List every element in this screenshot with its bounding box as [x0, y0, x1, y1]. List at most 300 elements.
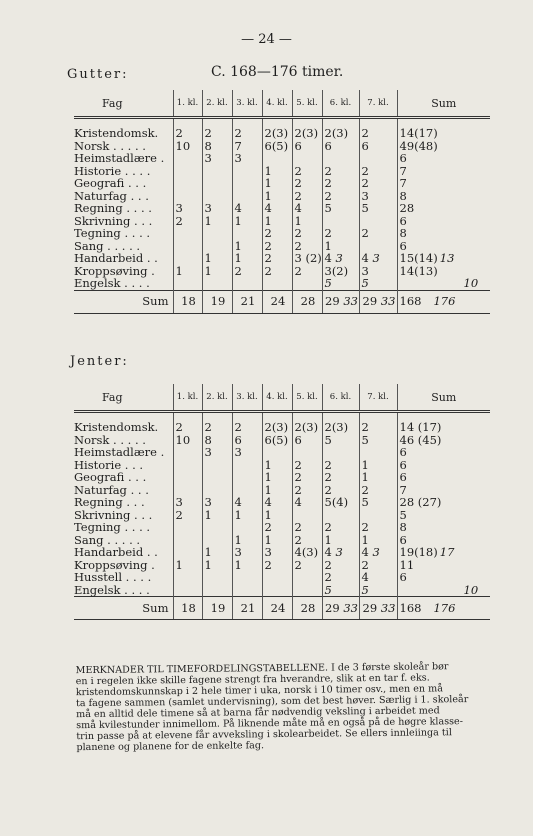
sum-value: 6	[399, 532, 407, 547]
sum-hours-cell	[173, 290, 202, 313]
hours-value: 6	[324, 138, 332, 153]
hours-cell	[262, 277, 292, 290]
sum-value: 6	[399, 238, 407, 253]
hours-cell	[173, 509, 202, 522]
hours-value: 4	[294, 201, 302, 215]
sum-value: 7	[399, 176, 407, 190]
sum-value: 6	[399, 213, 407, 228]
hours-value: 2	[361, 482, 369, 497]
hours-cell	[173, 584, 202, 597]
hours-cell	[232, 165, 262, 178]
subject-cell: Geografi . . .	[74, 176, 147, 190]
notes	[76, 661, 489, 753]
sum-cell	[397, 412, 490, 434]
hours-value: 1	[361, 470, 369, 484]
subject-cell: Kristendomsk.	[74, 420, 159, 434]
sum-cell	[397, 584, 490, 597]
hours-value: 2	[294, 263, 302, 278]
hours-value: 2	[294, 238, 302, 253]
hours-cell	[202, 571, 232, 584]
hours-value: 2	[204, 126, 212, 140]
hours-cell	[232, 584, 262, 597]
hours-value: 2	[361, 520, 369, 534]
hours-value: 1	[234, 557, 242, 572]
subject-cell: Skrivning . . .	[74, 213, 153, 228]
subject-cell: Husstell . . . .	[74, 570, 152, 584]
hours-cell	[292, 277, 322, 290]
hours-value: 1	[264, 188, 272, 203]
hours-value: 2	[361, 226, 369, 240]
subject-cell: Naturfag . . .	[74, 188, 149, 203]
hours-value: 4	[361, 251, 369, 265]
hours-cell	[322, 118, 359, 140]
hours-value: 1	[264, 482, 272, 497]
sum-cell	[397, 446, 490, 459]
hours-value: 5	[361, 432, 369, 447]
hours-cell	[202, 559, 232, 572]
hours-cell	[359, 277, 397, 290]
sum-hours-value: 24	[270, 600, 286, 615]
hours-value: 3	[361, 263, 369, 278]
hours-cell	[202, 459, 232, 472]
sum-label: Sum	[74, 290, 173, 313]
hours-value: 1	[324, 238, 332, 253]
sum-cell	[397, 277, 490, 290]
hours-cell	[173, 118, 202, 140]
sum-hours-value: 29	[325, 294, 340, 309]
hours-value: 1	[264, 213, 272, 228]
alt-hours-value: 5	[324, 582, 332, 597]
sum-row	[74, 597, 490, 620]
subject-cell: Naturfag . . .	[74, 482, 149, 497]
hours-value: 4	[234, 201, 242, 215]
col-header: 4. kl.	[262, 90, 292, 118]
hours-value: 2	[294, 557, 302, 572]
hours-cell	[292, 496, 322, 509]
hours-cell	[292, 434, 322, 447]
hours-cell	[202, 177, 232, 190]
hours-value: 1	[361, 532, 369, 547]
fag-header: Fag	[74, 90, 173, 118]
col-header: 1. kl.	[173, 90, 202, 118]
hours-value: 3	[175, 495, 183, 509]
hours-value: 1	[264, 470, 272, 484]
sum-hours-cell	[232, 290, 262, 313]
hours-value: 3	[204, 495, 212, 509]
total-cell	[397, 597, 490, 620]
hours-value: 1	[324, 532, 332, 547]
hours-value: 2	[324, 163, 332, 178]
hours-value: 1	[361, 457, 369, 472]
hours-cell	[322, 202, 359, 215]
hours-value: 1	[204, 213, 212, 228]
sum-cell	[397, 140, 490, 153]
hours-cell	[262, 118, 292, 140]
subject-cell: Heimstadlære .	[74, 151, 165, 165]
hours-value: 6(5)	[264, 432, 289, 447]
alt-sum-hours-value: 33	[343, 600, 358, 615]
hours-value: 4	[361, 545, 369, 559]
hours-value: 2	[294, 188, 302, 203]
hours-value: 6	[234, 432, 242, 447]
boys-header-row	[74, 90, 490, 118]
total-value: 168	[399, 294, 422, 309]
sum-hours-cell	[322, 597, 359, 620]
sum-hours-cell	[359, 290, 397, 313]
hours-value: 1	[234, 238, 242, 253]
hours-value: 2	[324, 470, 332, 484]
hours-cell	[292, 571, 322, 584]
girls-timetable	[74, 384, 490, 620]
hours-cell	[322, 434, 359, 447]
hours-value: 3	[204, 201, 212, 215]
alt-sum-value: 10	[463, 582, 479, 597]
note-line: ta fagene sammen (samlet undervisning), som det best høver. Særlig i 1. skoleår	[75, 694, 469, 710]
hours-value: 2	[175, 126, 183, 140]
hours-value: 2	[324, 570, 332, 584]
alt-hours-value: 3	[372, 545, 380, 559]
hours-value: 2(3)	[324, 126, 349, 140]
sum-hours-cell	[202, 290, 232, 313]
subject-cell: Kroppsøving .	[74, 263, 155, 278]
hours-value: 8	[204, 432, 212, 447]
hours-value: 5	[361, 201, 369, 215]
subject-cell: Handarbeid . .	[74, 545, 158, 559]
alt-hours-value: 3	[335, 545, 343, 559]
hours-cell	[202, 215, 232, 228]
page-number: — 24 —	[241, 32, 292, 47]
sum-value: 6	[399, 445, 407, 459]
alt-total-value: 176	[433, 600, 456, 615]
hours-cell	[173, 412, 202, 434]
hours-value: 4	[234, 495, 242, 509]
subject-cell: Norsk . . . . .	[74, 432, 146, 447]
hours-cell	[173, 152, 202, 165]
hours-value: 3	[234, 445, 242, 459]
sum-value: 6	[399, 151, 407, 165]
col-header: 6. kl.	[322, 384, 359, 412]
sum-cell	[397, 177, 490, 190]
sum-hours-cell	[322, 290, 359, 313]
total-value: 168	[399, 600, 422, 615]
table-row	[74, 202, 490, 215]
hours-cell	[173, 227, 202, 240]
hours-cell	[359, 412, 397, 434]
hours-cell	[202, 265, 232, 278]
hours-cell	[292, 265, 322, 278]
hours-value: 1	[264, 163, 272, 178]
hours-value: 1	[294, 213, 302, 228]
boys-label: Gutter:	[67, 67, 129, 82]
sum-hours-value: 29	[362, 294, 378, 309]
table-row	[74, 521, 490, 534]
sum-row	[74, 290, 490, 313]
table-row	[74, 118, 490, 140]
hours-cell	[232, 509, 262, 522]
sum-hours-cell	[262, 290, 292, 313]
hours-cell	[292, 559, 322, 572]
sum-cell	[397, 559, 490, 572]
hours-cell	[173, 215, 202, 228]
sum-cell	[397, 118, 490, 140]
hours-cell	[232, 446, 262, 459]
sum-value: 46 (45)	[399, 432, 442, 447]
table-row	[74, 571, 490, 584]
girls-header-row	[74, 384, 490, 412]
hours-value: 8	[204, 138, 212, 153]
hours-cell	[173, 177, 202, 190]
sum-cell	[397, 471, 490, 484]
hours-cell	[232, 177, 262, 190]
hours-cell	[359, 202, 397, 215]
col-header: 5. kl.	[292, 384, 322, 412]
hours-cell	[262, 584, 292, 597]
hours-value: 3	[234, 545, 242, 559]
hours-value: 3	[175, 201, 183, 215]
hours-cell	[173, 534, 202, 547]
hours-value: 6	[361, 138, 369, 153]
total-cell	[397, 290, 490, 313]
col-header: 4. kl.	[262, 384, 292, 412]
note-line: MERKNADER TIL TIMEFORDELINGSTABELLENE. I de 3 første skoleår bør	[75, 661, 449, 677]
hours-cell	[202, 471, 232, 484]
sum-cell	[397, 496, 490, 509]
alt-hours-value: 5	[361, 582, 369, 597]
hours-cell	[202, 584, 232, 597]
hours-value: 4	[324, 251, 332, 265]
hours-value: 2	[264, 238, 272, 253]
hours-value: 5	[324, 201, 332, 215]
hours-value: 2	[361, 176, 369, 190]
subject-cell: Tegning . . . .	[74, 226, 151, 240]
hours-cell	[173, 471, 202, 484]
hours-value: 2(3)	[264, 420, 289, 434]
table-row	[74, 584, 490, 597]
hours-cell	[173, 240, 202, 253]
alt-sum-value: 10	[463, 276, 479, 290]
hours-value: 2(3)	[294, 126, 319, 140]
hours-cell	[292, 412, 322, 434]
hours-value: 2	[175, 213, 183, 228]
sum-value: 6	[399, 470, 407, 484]
hours-value: 2	[324, 457, 332, 472]
hours-cell	[232, 459, 262, 472]
sum-value: 19(18)	[399, 545, 438, 559]
hours-value: 1	[234, 532, 242, 547]
alt-hours-value: 3	[372, 251, 380, 265]
hours-cell	[173, 265, 202, 278]
note-line: kristendomskunnskap i 2 hele timer i uka, norsk i 10 timer osv., men en må	[75, 683, 444, 699]
hours-cell	[232, 571, 262, 584]
alt-hours-value: 3	[335, 251, 343, 265]
hours-value: 4	[294, 495, 302, 509]
hours-value: 2	[324, 176, 332, 190]
col-header: 1. kl.	[173, 384, 202, 412]
sum-value: 8	[399, 226, 407, 240]
sum-value: 14(13)	[399, 263, 438, 278]
hours-cell	[262, 571, 292, 584]
hours-cell	[322, 412, 359, 434]
hours-value: 1	[234, 507, 242, 522]
subject-cell: Historie . . . .	[74, 163, 151, 178]
subject-cell: Sang . . . . .	[74, 238, 141, 253]
sum-hours-value: 24	[270, 294, 286, 309]
hours-cell	[322, 140, 359, 153]
sum-hours-value: 28	[300, 600, 316, 615]
hours-cell	[262, 434, 292, 447]
hours-value: 1	[175, 557, 183, 572]
hours-cell	[202, 446, 232, 459]
subject-cell: Tegning . . . .	[74, 520, 151, 534]
hours-value: 2(3)	[324, 420, 349, 434]
alt-sum-hours-value: 33	[380, 294, 396, 309]
hours-cell	[232, 118, 262, 140]
alt-sum-hours-value: 33	[380, 600, 396, 615]
subject-cell: Kroppsøving .	[74, 557, 155, 572]
col-header: 2. kl.	[202, 90, 232, 118]
sum-hours-cell	[202, 597, 232, 620]
col-header: 6. kl.	[322, 90, 359, 118]
hours-cell	[173, 434, 202, 447]
hours-value: 2	[294, 482, 302, 497]
sum-hours-value: 29	[362, 600, 378, 615]
hours-value: 2	[234, 263, 242, 278]
hours-cell	[292, 140, 322, 153]
sum-value: 7	[399, 163, 407, 178]
alt-hours-value: 5	[324, 276, 332, 290]
sum-hours-value: 18	[181, 600, 196, 615]
hours-cell	[232, 152, 262, 165]
col-header: 5. kl.	[292, 90, 322, 118]
hours-value: 2	[294, 457, 302, 472]
sum-label: Sum	[74, 597, 173, 620]
hours-cell	[292, 118, 322, 140]
hours-value: 1	[204, 263, 212, 278]
hours-value: 5	[361, 495, 369, 509]
hours-value: 2	[324, 226, 332, 240]
hours-value: 2	[294, 226, 302, 240]
note-line: en i regelen ikke skille fagene strengt fra hverandre, slik at en tar f. eks.	[75, 672, 430, 688]
hours-value: 4	[264, 201, 272, 215]
hours-value: 2	[264, 520, 272, 534]
sum-value: 6	[399, 457, 407, 472]
sum-hours-value: 19	[210, 294, 226, 309]
hours-cell	[173, 277, 202, 290]
hours-value: 3	[204, 151, 212, 165]
sum-value: 14 (17)	[399, 420, 442, 434]
note-line: planene og planene for de enkelte fag.	[76, 740, 265, 754]
hours-value: 2	[234, 126, 242, 140]
hours-cell	[232, 215, 262, 228]
subject-cell: Skrivning . . .	[74, 507, 153, 522]
hours-value: 2	[234, 420, 242, 434]
hours-cell	[359, 434, 397, 447]
hours-value: 7	[234, 138, 242, 153]
hours-value: 3	[204, 445, 212, 459]
table-row	[74, 227, 490, 240]
alt-sum-value: 13	[439, 251, 455, 265]
sum-cell	[397, 227, 490, 240]
sum-hours-cell	[262, 597, 292, 620]
sum-cell	[397, 215, 490, 228]
hours-cell	[202, 521, 232, 534]
hours-value: 1	[234, 251, 242, 265]
hours-cell	[173, 571, 202, 584]
hours-cell	[232, 412, 262, 434]
note-line: må en alltid dele timene så at barna får nødvendig veksling i arbeidet med	[76, 705, 440, 721]
sum-cell	[397, 459, 490, 472]
hours-cell	[359, 584, 397, 597]
alt-sum-hours-value: 33	[343, 294, 358, 309]
hours-cell	[359, 496, 397, 509]
sum-value: 49(48)	[399, 138, 438, 153]
hours-value: 2	[324, 188, 332, 203]
subject-cell: Norsk . . . . .	[74, 138, 146, 153]
sum-hours-value: 28	[300, 294, 316, 309]
hours-value: 1	[234, 213, 242, 228]
sum-hours-cell	[359, 597, 397, 620]
hours-value: 2(3)	[264, 126, 289, 140]
sum-hours-value: 21	[240, 600, 256, 615]
sum-header: Sum	[397, 384, 490, 412]
subject-cell: Engelsk . . . .	[74, 582, 150, 597]
hours-cell	[202, 227, 232, 240]
sum-cell	[397, 509, 490, 522]
hours-value: 2	[204, 420, 212, 434]
sum-hours-cell	[232, 597, 262, 620]
hours-cell	[232, 471, 262, 484]
hours-value: 10	[175, 138, 191, 153]
sum-value: 7	[399, 482, 407, 497]
hours-value: 2	[264, 263, 272, 278]
hours-cell	[202, 412, 232, 434]
col-header: 3. kl.	[232, 90, 262, 118]
hours-value: 3 (2)	[294, 251, 322, 265]
sum-cell	[397, 202, 490, 215]
sum-cell	[397, 434, 490, 447]
hours-value: 4(3)	[294, 545, 319, 559]
subject-cell: Historie . . .	[74, 457, 144, 472]
subject-cell: Regning . . . .	[74, 201, 152, 215]
hours-value: 5	[324, 432, 332, 447]
table-row	[74, 446, 490, 459]
hours-value: 2	[294, 470, 302, 484]
sum-cell	[397, 571, 490, 584]
table-row	[74, 546, 490, 559]
table-row	[74, 152, 490, 165]
hours-value: 3	[234, 151, 242, 165]
hours-value: 2	[264, 251, 272, 265]
hours-value: 2	[294, 532, 302, 547]
subject-cell: Engelsk . . . .	[74, 276, 150, 290]
hours-value: 2	[361, 557, 369, 572]
hours-value: 3	[264, 545, 272, 559]
sum-value: 14(17)	[399, 126, 438, 140]
hours-value: 2	[361, 420, 369, 434]
table-row	[74, 412, 490, 434]
fag-header: Fag	[74, 384, 173, 412]
hours-value: 1	[204, 507, 212, 522]
sum-hours-cell	[292, 597, 322, 620]
hours-value: 2	[324, 482, 332, 497]
hours-cell	[173, 559, 202, 572]
hours-value: 6	[294, 432, 302, 447]
table-row	[74, 471, 490, 484]
hours-value: 3(2)	[324, 263, 349, 278]
hours-value: 1	[175, 263, 183, 278]
col-header: 2. kl.	[202, 384, 232, 412]
hours-cell	[202, 118, 232, 140]
